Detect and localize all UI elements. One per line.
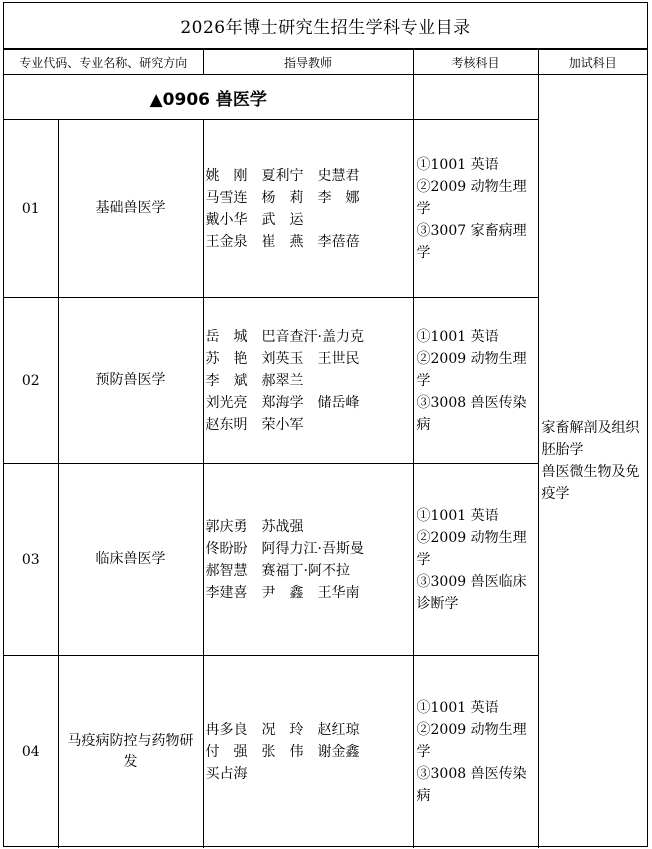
exam-item: ①1001 英语 (416, 507, 499, 524)
direction-code: 01 (4, 120, 58, 298)
advisor-line: 岳 城 巴音查汗·盖力克 (205, 328, 364, 345)
advisor-list (203, 298, 413, 464)
header-extra: 加试科目 (538, 50, 647, 75)
exam-item: ③3009 兽医临床诊断学 (416, 573, 527, 612)
advisor-list (203, 464, 413, 656)
advisor-line: 马雪连 杨 莉 李 娜 (205, 189, 360, 206)
advisor-line: 李 斌 郝翠兰 (205, 372, 304, 389)
exam-item: ①1001 英语 (416, 699, 499, 716)
advisor-line: 冉多良 况 玲 赵红琼 (205, 721, 360, 738)
exam-item: ③3007 家畜病理学 (416, 222, 527, 261)
exam-item: ②2009 动物生理学 (416, 721, 527, 760)
advisor-line: 赵东明 荣小军 (205, 416, 304, 433)
advisor-line: 姚 刚 夏利宁 史慧君 (205, 167, 360, 184)
header-exam: 考核科目 (413, 50, 538, 75)
exam-list (413, 464, 538, 656)
advisor-line: 佟盼盼 阿得力江·吾斯曼 (205, 540, 364, 557)
advisor-list (203, 656, 413, 848)
extra-subjects (538, 75, 647, 848)
advisor-line: 郝智慧 赛福丁·阿不拉 (205, 562, 350, 579)
exam-spacer (413, 75, 538, 120)
catalog-sheet (3, 2, 648, 847)
direction-code: 02 (4, 298, 58, 464)
direction-name: 基础兽医学 (58, 120, 203, 298)
exam-item: ②2009 动物生理学 (416, 350, 527, 389)
extra-subject: 兽医微生物及免疫学 (541, 464, 640, 503)
major-heading-row (4, 75, 647, 120)
exam-item: ①1001 英语 (416, 156, 499, 173)
page-title: 2026年博士研究生招生学科专业目录 (4, 3, 647, 49)
exam-item: ②2009 动物生理学 (416, 529, 527, 568)
header-major: 专业代码、专业名称、研究方向 (4, 50, 203, 75)
advisor-line: 刘光亮 郑海学 储岳峰 (205, 394, 360, 411)
header-row (4, 50, 647, 75)
exam-item: ③3008 兽医传染病 (416, 765, 527, 804)
exam-list (413, 656, 538, 848)
advisor-line: 付 强 张 伟 谢金鑫 (205, 743, 360, 760)
exam-list (413, 120, 538, 298)
catalog-table (4, 49, 647, 848)
direction-code: 04 (4, 656, 58, 848)
direction-code: 03 (4, 464, 58, 656)
extra-subject: 家畜解剖及组织胚胎学 (541, 420, 640, 459)
major-heading: ▲0906 兽医学 (4, 75, 413, 120)
exam-item: ③3008 兽医传染病 (416, 394, 527, 433)
direction-name: 临床兽医学 (58, 464, 203, 656)
advisor-list (203, 120, 413, 298)
header-advisors: 指导教师 (203, 50, 413, 75)
exam-list (413, 298, 538, 464)
advisor-line: 王金泉 崔 燕 李蓓蓓 (205, 233, 360, 250)
exam-item: ①1001 英语 (416, 328, 499, 345)
advisor-line: 李建喜 尹 鑫 王华南 (205, 584, 360, 601)
direction-name: 预防兽医学 (58, 298, 203, 464)
exam-item: ②2009 动物生理学 (416, 178, 527, 217)
advisor-line: 郭庆勇 苏战强 (205, 518, 304, 535)
advisor-line: 苏 艳 刘英玉 王世民 (205, 350, 360, 367)
advisor-line: 买占海 (205, 765, 248, 782)
direction-name: 马疫病防控与药物研发 (58, 656, 203, 848)
advisor-line: 戴小华 武 运 (205, 211, 304, 228)
